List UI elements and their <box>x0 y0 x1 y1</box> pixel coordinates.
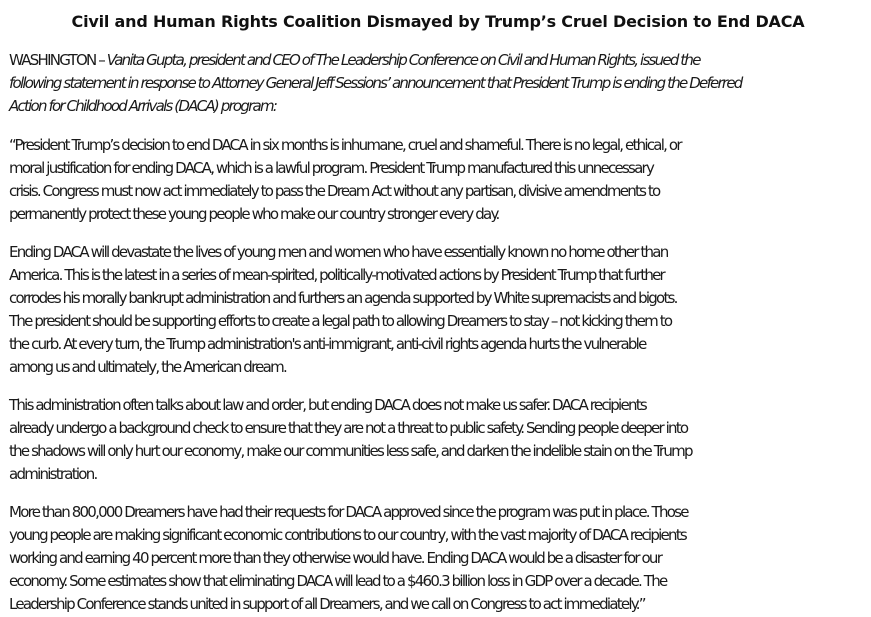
paragraph-line: young people are making significant economic contributions to our country, with the vast majority of DACA recipients <box>9 526 686 544</box>
paragraph-line: The president should be supporting efforts to create a legal path to allowing Dreamers to stay – not kicking them to <box>9 312 672 330</box>
paragraph-line: already undergo a background check to ensure that they are not a threat to public safety. Sending people deeper into <box>9 419 688 437</box>
paragraph-line: “President Trump’s decision to end DACA in six months is inhumane, cruel and shameful. There is no legal, ethical, or <box>9 136 681 154</box>
paragraph-line: Ending DACA will devastate the lives of young men and women who have essentially known no home other than <box>9 243 668 261</box>
statement-paragraph-1 <box>9 134 867 226</box>
statement-paragraph-4 <box>9 501 867 616</box>
intro-line: following statement in response to Attorney General Jeff Sessions’ announcement that President Trump is ending the Deferred <box>9 74 742 92</box>
paragraph-line: economy. Some estimates show that eliminating DACA will lead to a $460.3 billion loss in GDP over a decade. The <box>9 572 667 590</box>
paragraph-line: administration. <box>9 465 97 483</box>
intro-text: Vanita Gupta, president and CEO of The Leadership Conference on Civil and Human Rights, issued the <box>106 51 700 69</box>
paragraph-line: working and earning 40 percent more than they otherwise would have. Ending DACA would be a disaster for our <box>9 549 662 567</box>
paragraph-line: the shadows will only hurt our economy, make our communities less safe, and darken the indelible stain on the Trump <box>9 442 692 460</box>
dateline: WASHINGTON – <box>9 51 107 69</box>
paragraph-line: More than 800,000 Dreamers have had their requests for DACA approved since the program was put in place. Those <box>9 503 688 521</box>
paragraph-line: moral justification for ending DACA, which is a lawful program. President Trump manufactured this unnecessary <box>9 159 654 177</box>
paragraph-line: crisis. Congress must now act immediately to pass the Dream Act without any partisan, divisive amendments to <box>9 182 660 200</box>
paragraph-line: permanently protect these young people who make our country stronger every day. <box>9 205 499 223</box>
paragraph-line: among us and ultimately, the American dream. <box>9 358 286 376</box>
intro-paragraph <box>9 49 867 118</box>
paragraph-line: Leadership Conference stands united in support of all Dreamers, and we call on Congress to act immediately.” <box>9 595 645 613</box>
paragraph-line: This administration often talks about law and order, but ending DACA does not make us safer. DACA recipients <box>9 396 646 414</box>
page-title: Civil and Human Rights Coalition Dismayed by Trump’s Cruel Decision to End DACA <box>71 12 805 31</box>
intro-line: Action for Childhood Arrivals (DACA) program: <box>9 97 277 115</box>
statement-paragraph-3 <box>9 394 867 486</box>
paragraph-line: the curb. At every turn, the Trump administration's anti-immigrant, anti-civil rights agenda hurts the vulnerable <box>9 335 646 353</box>
intro-line <box>9 49 867 72</box>
paragraph-line: America. This is the latest in a series of mean-spirited, politically-motivated actions by President Trump that further <box>9 266 664 284</box>
statement-paragraph-2 <box>9 241 867 379</box>
paragraph-line: corrodes his morally bankrupt administration and furthers an agenda supported by White supremacists and bigots. <box>9 289 677 307</box>
press-release <box>9 0 867 616</box>
